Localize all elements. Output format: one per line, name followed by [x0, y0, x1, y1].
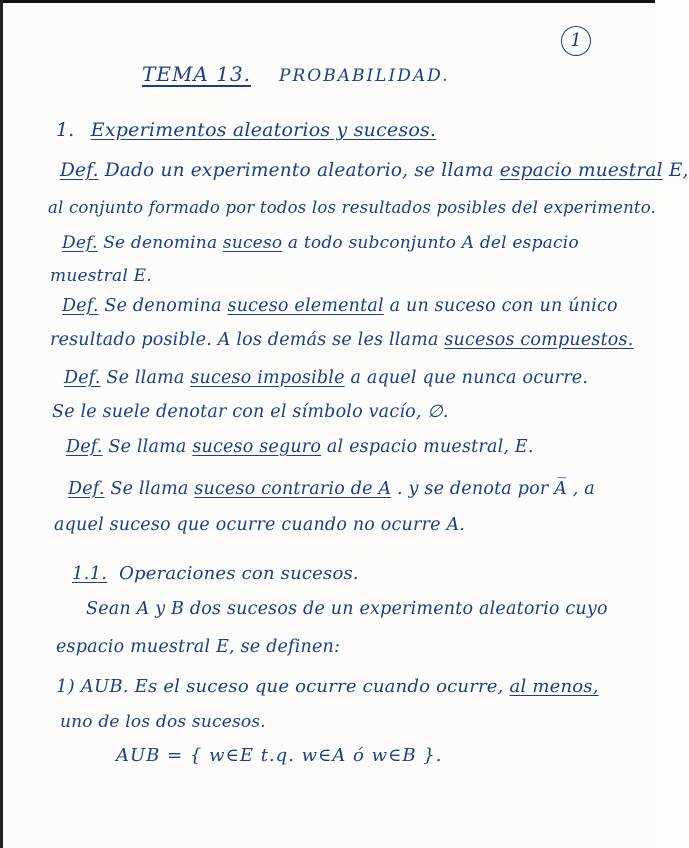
def-4-text: Se llama [106, 368, 185, 388]
def-2-term: suceso [222, 233, 283, 253]
op-1-text: 1) AUB. Es el suceso que ocurre cuando ocurre, [56, 676, 504, 697]
scan-left-edge [0, 0, 3, 848]
def-3-line-2 [50, 330, 633, 350]
def-label: Def. [62, 233, 98, 253]
intro-line-1: Sean A y B dos sucesos de un experimento aleatorio cuyo [86, 599, 608, 619]
intro-line-2: espacio muestral E, se definen: [56, 637, 341, 657]
def-3-line-2-text: resultado posible. A los demás se les llama [50, 330, 439, 350]
def-4-term: suceso imposible [190, 368, 345, 388]
def-2-line-2: muestral E. [50, 266, 152, 286]
def-2-text-end: a todo subconjunto A del espacio [287, 233, 579, 253]
def-1-text-end: E, [668, 160, 689, 181]
def-3-line-1 [62, 296, 618, 316]
def-2-line-1 [62, 233, 579, 253]
op-1-term: al menos, [509, 676, 599, 697]
def-1-line-2: al conjunto formado por todos los resultados posibles del experimento. [48, 198, 657, 217]
def-2-text: Se denomina [103, 233, 218, 253]
section-1-heading [56, 119, 436, 141]
def-1-text: Dado un experimento aleatorio, se llama [104, 160, 494, 181]
def-4-line-1 [64, 368, 588, 388]
def-6-text-end: . y se denota por A̅ , a [397, 479, 595, 499]
def-6-line-2: aquel suceso que ocurre cuando no ocurre A. [54, 515, 466, 535]
op-1-line-1 [56, 676, 599, 697]
op-1-line-2: uno de los dos sucesos. [60, 712, 266, 732]
section-1-number: 1. [56, 119, 75, 141]
title-subject: PROBABILIDAD. [279, 66, 450, 86]
section-1-1-number: 1.1. [72, 563, 108, 584]
def-1-term: espacio muestral [499, 160, 663, 181]
def-label: Def. [62, 296, 99, 316]
def-label: Def. [60, 160, 99, 181]
def-1-line-1 [60, 160, 689, 181]
page-number: 1 [561, 26, 591, 56]
section-1-1-title: Operaciones con sucesos. [119, 563, 359, 584]
page-title [142, 62, 450, 86]
def-3-text-end: a un suceso con un único [389, 296, 618, 316]
title-tema: TEMA 13. [142, 62, 252, 86]
def-5-text: Se llama [108, 437, 187, 457]
def-3-line-2-term: sucesos compuestos. [444, 330, 634, 350]
scan-top-edge [0, 0, 655, 3]
section-1-1-heading [72, 563, 359, 584]
def-6-line-1 [68, 479, 595, 499]
def-label: Def. [64, 368, 101, 388]
def-5-text-end: al espacio muestral, E. [326, 437, 534, 457]
op-1-formula: AUB = { w∈E t.q. w∈A ó w∈B }. [116, 745, 443, 766]
def-4-line-2: Se le suele denotar con el símbolo vacío, ∅. [52, 402, 449, 422]
def-6-text: Se llama [110, 479, 189, 499]
def-4-text-end: a aquel que nunca ocurre. [350, 368, 589, 388]
def-3-text: Se denomina [104, 296, 222, 316]
def-5-term: suceso seguro [192, 437, 322, 457]
def-6-term: suceso contrario de A [194, 479, 392, 499]
def-label: Def. [66, 437, 103, 457]
def-5-line-1 [66, 437, 534, 457]
def-3-term: suceso elemental [227, 296, 384, 316]
section-1-title: Experimentos aleatorios y sucesos. [90, 119, 437, 141]
def-label: Def. [68, 479, 105, 499]
